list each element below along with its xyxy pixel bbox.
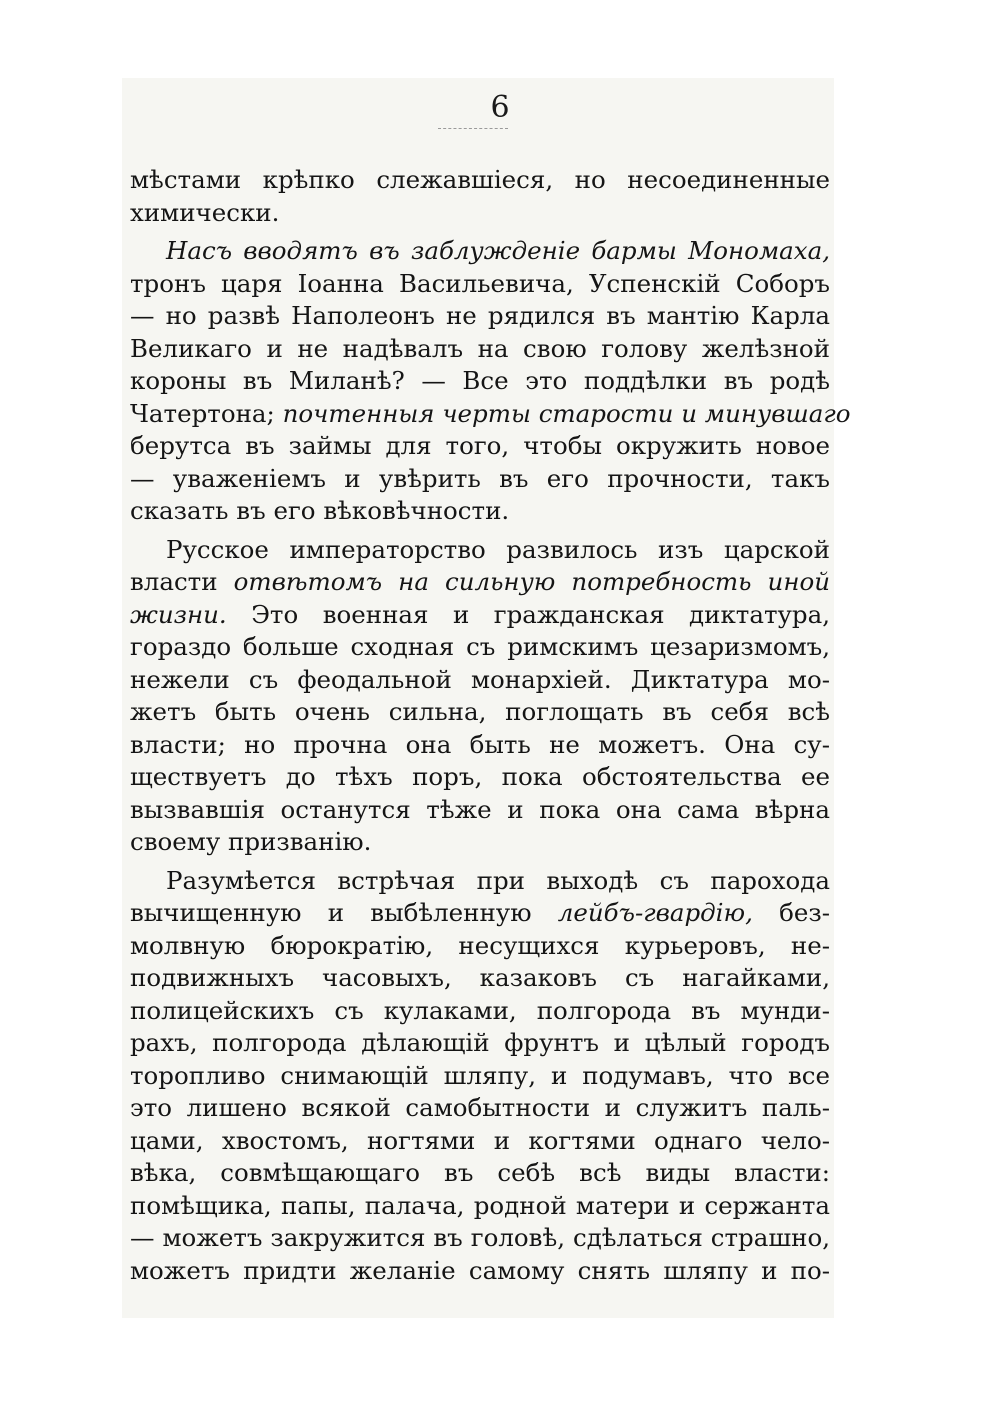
text-span: гораздо больше сходная съ римскимъ цезаризмомъ, [130,632,830,661]
text-span: химически. [130,197,280,227]
text-span: своему призванію. [130,827,372,856]
text-span: мѣстами крѣпко слежавшіеся, но несоединенные [130,165,830,194]
text-span: без- [752,898,830,927]
text-line [130,1222,830,1255]
text-span: Чатертона; [130,398,283,428]
text-line [130,300,830,333]
text-line [130,268,830,301]
text-line [130,761,830,794]
text-line [130,197,830,230]
text-span: нежели съ феодальной монархіей. Диктатура мо- [130,664,830,694]
text-span: подвижныхъ часовыхъ, казаковъ съ нагайками, [130,963,830,992]
text-line [130,1092,830,1125]
text-line [130,430,830,463]
text-line [130,398,851,431]
text-line [130,865,830,898]
italic-text: отвѣтомъ на сильную потребность иной [233,567,831,596]
text-span: вычищенную и выбѣленную [130,898,558,927]
italic-text: почтенныя черты старости и минувшаго [282,398,851,428]
text-line [130,729,830,762]
italic-text: Насъ вводятъ въ заблужденіе бармы Мономаха, [166,236,830,265]
text-span: молвную бюрократію, несущихся курьеровъ, не- [130,930,830,960]
text-line [130,333,830,366]
text-line [130,1060,830,1093]
text-span: — но развѣ Наполеонъ не рядился въ мантію Карла [130,301,830,330]
text-span: рахъ, полгорода дѣлающій фрунтъ и цѣлый городъ [130,1028,830,1057]
text-span: берутса въ займы для того, чтобы окружить новое [130,431,830,460]
text-line [130,696,830,729]
text-span: цами, хвостомъ, ногтями и когтями однаго чело- [130,1125,830,1155]
italic-text: лейбъ-гвардію, [557,898,753,927]
text-line [130,826,830,859]
text-line [130,1190,830,1223]
text-span: власти [130,567,234,596]
text-span: сказать въ его вѣковѣчности. [130,496,510,525]
page-number: 6 [490,90,510,125]
text-span: полицейскихъ съ кулаками, полгорода въ мунди- [130,995,830,1025]
italic-text: жизни. [130,599,227,629]
text-line [130,962,830,995]
text-line [130,631,830,664]
text-span: тронъ царя Іоанна Васильевича, Успенскій Соборъ [130,268,830,298]
text-line [130,495,830,528]
text-line [130,365,830,398]
text-span: Великаго и не надѣвалъ на свою голову желѣзной [130,333,830,363]
text-span: это лишено всякой самобытности и служитъ паль- [130,1093,830,1122]
text-line [130,599,830,632]
text-span: — можетъ закружится въ головѣ, сдѣлаться страшно, [130,1223,830,1252]
text-span: можетъ придти желаніе самому снять шляпу и по- [130,1255,830,1285]
text-line [130,1125,830,1158]
text-span: вѣка, совмѣщающаго въ себѣ всѣ виды власти: [130,1158,830,1187]
text-line [130,566,830,599]
text-line [130,897,830,930]
text-line [130,534,830,567]
body-text [130,164,851,1287]
text-span: короны въ Миланѣ? — Все это поддѣлки въ родѣ [130,366,830,395]
text-line [130,1255,830,1288]
text-line [130,164,830,197]
page-number-rule [438,128,508,129]
text-span: Русское императорство развилось изъ царской [166,534,830,564]
text-line [130,1027,830,1060]
text-line [130,235,830,268]
text-line [130,463,830,496]
text-line [130,1157,830,1190]
text-span: жетъ быть очень сильна, поглощать въ себя всѣ [130,697,830,726]
text-span: власти; но прочна она быть не можетъ. Она су- [130,729,830,759]
text-span: ществуетъ до тѣхъ поръ, пока обстоятельства ее [130,762,830,791]
text-span: Разумѣется встрѣчая при выходѣ съ парохода [166,865,830,895]
text-span: вызвавшія останутся тѣже и пока она сама вѣрна [130,794,830,824]
text-span: — уваженіемъ и увѣрить въ его прочности, такъ [130,463,830,493]
text-line [130,995,830,1028]
text-line [130,930,830,963]
text-line [130,794,830,827]
text-span: Это военная и гражданская диктатура, [226,599,830,629]
text-span: помѣщика, папы, палача, родной матери и сержанта [130,1190,830,1220]
text-line [130,664,830,697]
text-span: торопливо снимающій шляпу, и подумавъ, что все [130,1060,830,1090]
